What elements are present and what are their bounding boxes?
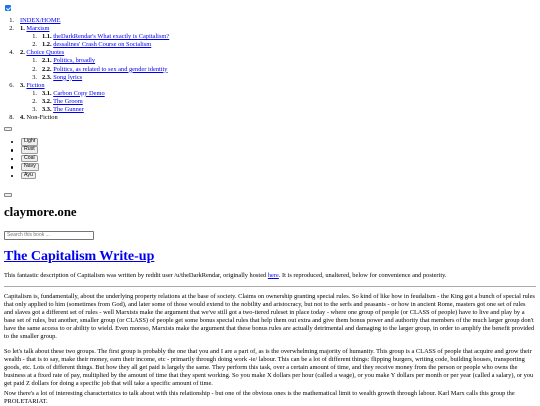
toc-item-label[interactable]: Carbon Copy Demo	[53, 89, 105, 97]
toc-section-number: 3.2.	[42, 97, 52, 105]
toc-item-label[interactable]: Fiction	[26, 81, 45, 89]
toc-item-label[interactable]: dessalines' Crash Course on Socialism	[53, 41, 152, 49]
toc-item-entry[interactable]	[20, 49, 64, 57]
here-link[interactable]: here	[267, 272, 279, 279]
intro-paragraph	[4, 272, 536, 280]
toc-item-label: Non-Fiction	[26, 114, 58, 122]
bullet-icon	[11, 149, 13, 151]
toc-item[interactable]	[0, 41, 300, 49]
toc-item-label[interactable]: Politics, as related to sex and gender identity	[53, 65, 168, 73]
theme-button[interactable]: Rust	[21, 146, 38, 154]
body-paragraph-2: So let's talk about these two groups. The first group is probably the one that you and I are a part of, as is the overwhelming majority of humanity. This group is a CLASS of people that acquire and grow their wealth - that is to say, make their money, earn their income, etc - primarily through doing work -ie/ labour. This can be a lot of different things: flipping burgers, writing code, building houses, transporting goods, etc. Lots of different things. But how they all get paid is largely the same. They perform this task, over a certain amount of time, and they receive money from the person or people who owns the business at a fixed rate of pay, multiplied by the amount of time that they spent working. So you make X dollars per hour (called a wage), or you make Y dollars per month or per year (called a salary), or you get paid Z dollars for doing a specific job that will take a specific amount of time.	[4, 348, 534, 387]
toc-item[interactable]	[0, 49, 300, 57]
bullet-icon	[11, 141, 13, 143]
toc-item-number: 1.	[32, 33, 37, 41]
toc-item-entry[interactable]	[42, 41, 151, 49]
toc-item[interactable]	[0, 90, 300, 98]
toc-item-label[interactable]: theDarkRendar's What exactly is Capitalism?	[53, 33, 170, 41]
toc-item-entry[interactable]	[42, 106, 84, 114]
bullet-icon	[11, 158, 13, 160]
bullet-icon	[11, 166, 13, 168]
toc-item-label[interactable]: Politics, broadly	[53, 57, 96, 65]
toc-item-number: 2.	[32, 65, 37, 73]
toc-section-number: 2.	[20, 49, 25, 57]
toc-item-entry[interactable]	[42, 90, 105, 98]
theme-button[interactable]: Navy	[21, 163, 39, 171]
toc-item-number: 4.	[9, 49, 14, 57]
toc-item-entry[interactable]	[20, 17, 60, 25]
intro-text-before: This fantastic description of Capitalism was written by reddit user /u/theDarkRendar, originally hosted	[4, 272, 268, 279]
toc-item-number: 3.	[32, 106, 37, 114]
toc-item-number: 3.	[32, 73, 37, 81]
toc-item-number: 6.	[9, 81, 14, 89]
toc-item[interactable]	[0, 33, 300, 41]
theme-button[interactable]: Coal	[21, 155, 38, 163]
toc-item[interactable]	[0, 74, 300, 82]
body-paragraph-1: Capitalism is, fundamentally, about the underlying property relations at the base of society. Claims on ownership granting special rules. So kind of like how in feudalism - the King got a bunch of special rules that only applied to him (sometimes from God), and later some of those would extend to the nobility and aristocracy, but not to the serfs and peasants - or how in ancient Rome, masters got one set of rules and slaves got a different set of rules - well Marxists make the argument that we've still got a two-tiered ruleset in place today - where one group of people (or CLASS of people) have to live and play by a base set of rules, but another, smaller group (or CLASS) of people get some bonus special rules that help them out extra and give them bonus power and authority that members of the much larger group don't have the same access to or ability to wield. Even moreso, Marxists make the argument that these bonus rules are actually detrimental and damaging to the larger group, in order to amplify the benefit provided to the smaller group.	[4, 293, 535, 340]
toc-item-number: 1.	[32, 89, 37, 97]
toc-item-number: 8.	[9, 114, 14, 122]
toc-section-number: 1.	[20, 25, 25, 33]
search-toggle-button[interactable]	[4, 193, 12, 197]
toc-section-number: 1.1.	[42, 33, 52, 41]
theme-button[interactable]: Light	[21, 138, 38, 146]
toc-item-number: 2.	[32, 41, 37, 49]
theme-button[interactable]: Ayu	[21, 172, 36, 180]
toc-item-label[interactable]: Choice Quotes	[26, 49, 65, 57]
toc-section-number: 2.2.	[42, 65, 52, 73]
toc-item-number: 1.	[9, 17, 14, 24]
site-title: claymore.one	[4, 205, 77, 219]
page-title[interactable]	[4, 248, 154, 265]
toc-section-number: 2.3.	[42, 73, 52, 81]
toc-item-entry[interactable]	[20, 25, 49, 33]
toc-item-entry[interactable]	[42, 66, 168, 74]
toc-item-label[interactable]: Marxism	[26, 25, 50, 33]
toc-item-entry	[20, 114, 58, 122]
toc-item-entry[interactable]	[42, 74, 82, 82]
toc-item-label[interactable]: The Gunner	[53, 106, 84, 114]
toc-section-number: 3.	[20, 81, 25, 89]
bullet-icon	[11, 175, 13, 177]
sidebar-toggle-checkbox[interactable]	[5, 5, 11, 11]
toc-item-entry[interactable]	[42, 98, 83, 106]
horizontal-rule	[4, 286, 536, 287]
toc-section-number: 3.3.	[42, 106, 52, 114]
theme-toggle-button[interactable]	[4, 127, 12, 131]
toc-item[interactable]	[0, 57, 300, 65]
toc-item-entry[interactable]	[42, 33, 169, 41]
toc-section-number: 4.	[20, 114, 25, 122]
search-input[interactable]: Search this book ...	[4, 231, 94, 240]
toc-item[interactable]	[0, 98, 300, 106]
intro-text-after: . It is reproduced, unaltered, below for convenience and posterity.	[278, 272, 447, 279]
toc-item[interactable]	[0, 106, 300, 114]
body-paragraph-3: Now there's a lot of interesting characteristics to talk about with this relationship - but one of the obvious ones is the mathematical limit to wealth growth through labour. Karl Marx calls this group the PROLETARIAT.	[4, 390, 515, 405]
toc-item[interactable]	[0, 25, 300, 33]
toc-item-label[interactable]: Song lyrics	[53, 73, 83, 81]
toc-item-entry[interactable]	[42, 57, 95, 65]
toc-item-entry[interactable]	[20, 82, 45, 90]
toc-item-number: 2.	[9, 25, 14, 33]
toc-item-number: 2.	[32, 97, 37, 105]
toc-item[interactable]	[0, 82, 300, 90]
toc-item-label[interactable]: The Groom	[53, 97, 83, 105]
toc-item[interactable]	[0, 66, 300, 74]
page-title-link[interactable]: The Capitalism Write-up	[4, 249, 155, 264]
toc-section-number: 1.2.	[42, 41, 52, 49]
toc-item-label[interactable]: INDEX/HOME	[20, 17, 61, 24]
toc-section-number: 2.1.	[42, 57, 52, 65]
table-of-contents	[0, 17, 300, 122]
toc-item	[0, 114, 300, 122]
toc-item-number: 1.	[32, 57, 37, 65]
toc-item[interactable]	[0, 17, 300, 25]
toc-section-number: 3.1.	[42, 89, 52, 97]
